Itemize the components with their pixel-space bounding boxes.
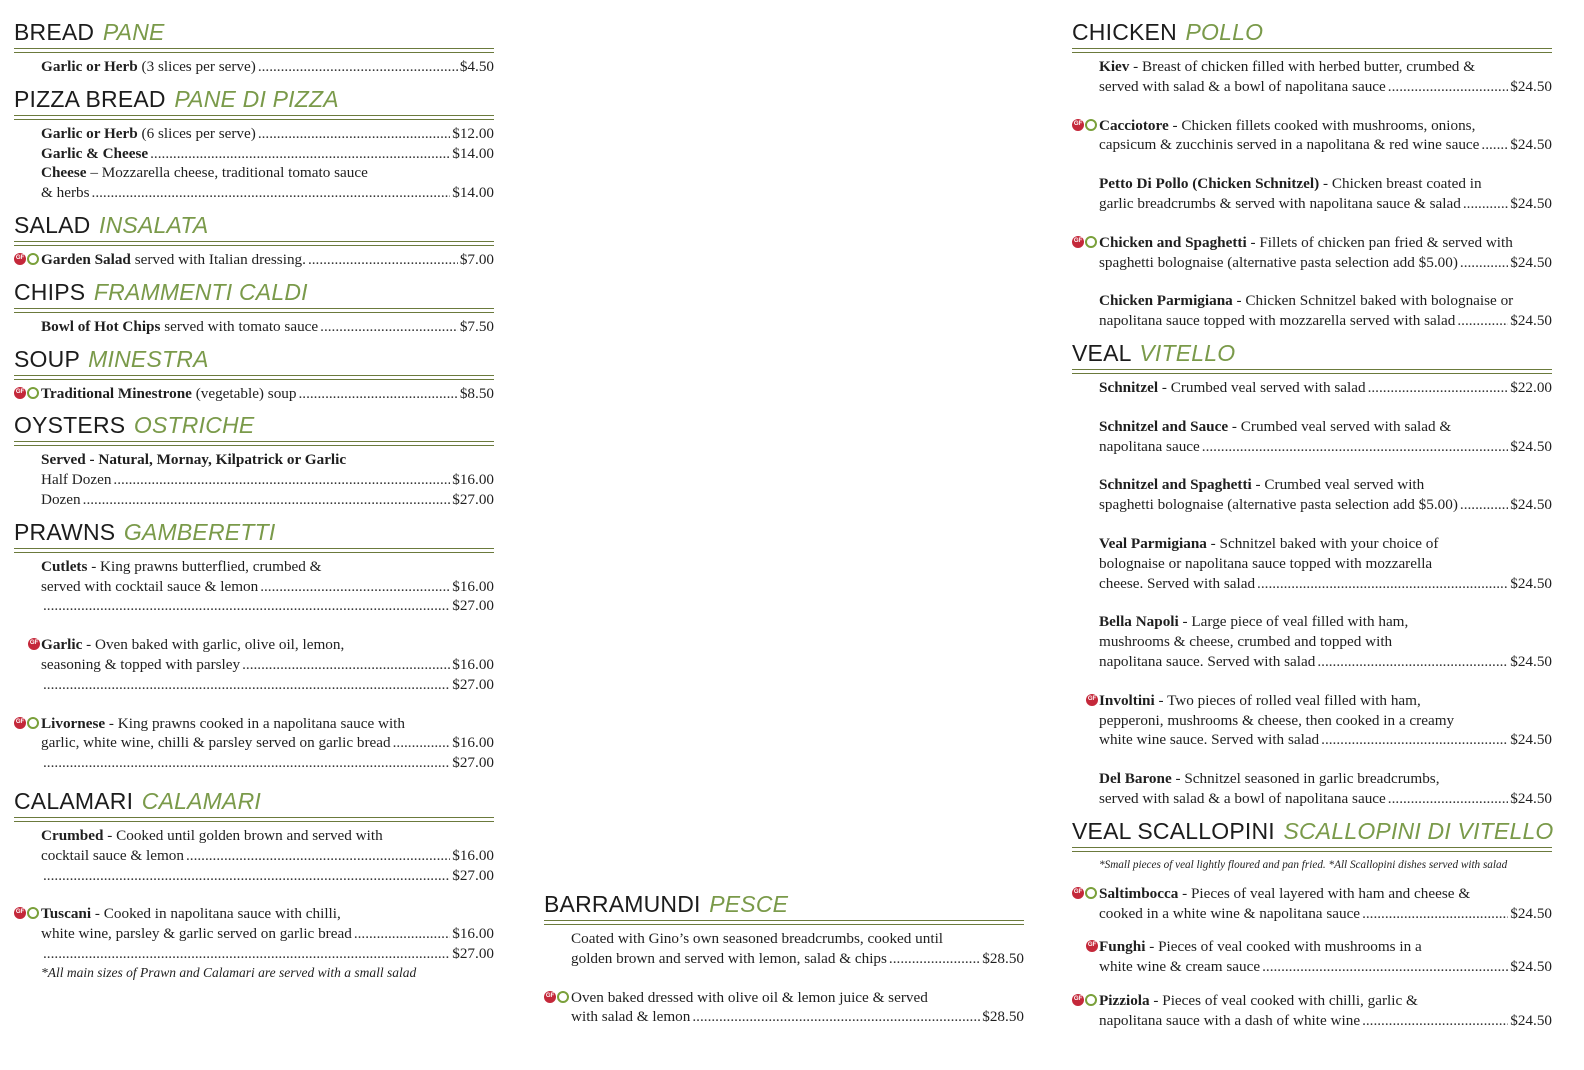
dot-leader (113, 470, 450, 490)
dietary-badges (1072, 887, 1097, 899)
section-heading: BREAD PANE (14, 19, 165, 45)
dot-leader (258, 124, 450, 144)
vegetarian-heart-icon (27, 907, 39, 919)
double-rule (14, 241, 494, 246)
dot-leader (260, 577, 450, 597)
dot-leader (1481, 135, 1508, 155)
dot-leader (1362, 904, 1508, 924)
dot-leader (1368, 378, 1509, 398)
dietary-badges (544, 991, 569, 1003)
section-veal (1072, 339, 1552, 809)
dietary-badges (14, 907, 39, 919)
menu-item: Coated with Gino’s own seasoned breadcrumbs, cooked until golden brown and served with lemon, salad & chips ..... $28.50 (571, 929, 1024, 969)
dot-leader (1321, 730, 1508, 750)
menu-item: GF Garden Salad served with Italian dressing. ..... $7.00 (41, 250, 494, 270)
dot-leader (1362, 1011, 1508, 1031)
section-heading: OYSTERS OSTRICHE (14, 412, 255, 439)
menu-item: Garlic or Herb (6 slices per serve) ..... $12.00 (41, 124, 494, 144)
dot-leader (1457, 311, 1508, 331)
dot-leader (43, 753, 450, 773)
section-heading: CHICKEN POLLO (1072, 19, 1264, 45)
dot-leader (1202, 437, 1508, 457)
menu-item: Bowl of Hot Chips served with tomato sauce ..... $7.50 (41, 317, 494, 337)
vegetarian-heart-icon (1085, 994, 1097, 1006)
dot-leader (1388, 77, 1508, 97)
dot-leader (1257, 574, 1508, 594)
dot-leader (692, 1007, 980, 1027)
gluten-free-badge-icon: GF (1072, 236, 1084, 248)
menu-item: GF Pizziola - Pieces of veal cooked with chilli, garlic & napolitana sauce with a dash of white wine ..... $24.50 (1099, 991, 1552, 1031)
gluten-free-badge-icon: GF (1086, 940, 1098, 952)
menu-item: Del Barone - Schnitzel seasoned in garlic breadcrumbs, served with salad & a bowl of napolitana sauce ..... $24.50 (1099, 769, 1552, 809)
menu-item: Cutlets - King prawns butterflied, crumbed & served with cocktail sauce & lemon ..... $16.00 ..... $27.00 (41, 557, 494, 616)
dot-leader (308, 250, 458, 270)
double-rule (14, 308, 494, 313)
dot-leader (83, 490, 451, 510)
section-bread (14, 18, 494, 77)
section-heading: VEAL VITELLO (1072, 339, 1236, 366)
section-barramundi (544, 890, 1024, 1027)
gluten-free-badge-icon: GF (14, 387, 26, 399)
dietary-badges (1072, 236, 1097, 248)
vegetarian-heart-icon (1085, 887, 1097, 899)
dot-leader (43, 596, 450, 616)
menu-item: Garlic or Herb (3 slices per serve) ..... $4.50 (41, 57, 494, 77)
left-column (14, 18, 494, 990)
gluten-free-badge-icon: GF (1072, 119, 1084, 131)
dot-leader (92, 183, 451, 203)
middle-column (544, 890, 1024, 1035)
gluten-free-badge-icon: GF (1072, 994, 1084, 1006)
gluten-free-badge-icon: GF (14, 253, 26, 265)
vegetarian-heart-icon (27, 717, 39, 729)
double-rule (1072, 847, 1552, 852)
dietary-badges (14, 253, 39, 265)
dot-leader (1463, 194, 1508, 214)
dietary-badges (28, 638, 40, 650)
double-rule (544, 920, 1024, 925)
menu-item: GF Involtini - Two pieces of rolled veal filled with ham, pepperoni, mushrooms & cheese, then cooked in a creamy white wine sauce. Served with salad ..... $24.50 (1099, 691, 1552, 750)
section-prawns (14, 518, 494, 773)
vegetarian-heart-icon (27, 253, 39, 265)
dot-leader (186, 846, 450, 866)
gluten-free-badge-icon: GF (14, 907, 26, 919)
dot-leader (43, 944, 450, 964)
menu-item: GF Livornese - King prawns cooked in a napolitana sauce with garlic, white wine, chilli & parsley served on garlic bread ..... $16.00 ..... $27.00 (41, 714, 494, 773)
section-chips (14, 278, 494, 337)
footnote: *All main sizes of Prawn and Calamari are served with a small salad (41, 964, 417, 980)
menu-item: Schnitzel and Spaghetti - Crumbed veal served with spaghetti bolognaise (alternative pasta selection add $5.00) ..... $24.50 (1099, 475, 1552, 515)
vegetarian-heart-icon (1085, 236, 1097, 248)
section-heading: PRAWNS GAMBERETTI (14, 518, 276, 545)
price: $4.50 (459, 58, 494, 75)
menu-item: Garlic & Cheese ..... $14.00 (41, 144, 494, 164)
menu-item: Veal Parmigiana - Schnitzel baked with your choice of bolognaise or napolitana sauce topped with mozzarella cheese. Served with salad ..... $24.50 (1099, 534, 1552, 593)
double-rule (14, 548, 494, 553)
right-column (1072, 18, 1552, 1039)
dot-leader (354, 924, 450, 944)
section-heading: PIZZA BREAD PANE DI PIZZA (14, 85, 339, 112)
section-pizza-bread (14, 85, 494, 203)
section-veal-scallopini (1072, 817, 1552, 1031)
gluten-free-badge-icon: GF (544, 991, 556, 1003)
dot-leader (1460, 495, 1508, 515)
dietary-badges (1086, 940, 1098, 952)
menu-item: Cheese – Mozzarella cheese, traditional tomato sauce & herbs ..... $14.00 (41, 163, 494, 203)
section-heading: BARRAMUNDI PESCE (544, 891, 789, 917)
gluten-free-badge-icon: GF (1072, 887, 1084, 899)
section-chicken (1072, 18, 1552, 331)
section-salad (14, 211, 494, 270)
section-oysters (14, 411, 494, 509)
menu-item: Schnitzel - Crumbed veal served with salad ..... $22.00 (1099, 378, 1552, 398)
double-rule (14, 48, 494, 53)
dot-leader (298, 384, 457, 404)
dot-leader (1460, 253, 1508, 273)
vegetarian-heart-icon (27, 387, 39, 399)
menu-item: GF Saltimbocca - Pieces of veal layered with ham and cheese & cooked in a white wine & napolitana sauce ..... $24.50 (1099, 884, 1552, 924)
dietary-badges (14, 387, 39, 399)
vegetarian-heart-icon (557, 991, 569, 1003)
dietary-badges (1072, 119, 1097, 131)
dot-leader (242, 655, 450, 675)
section-heading: CHIPS FRAMMENTI CALDI (14, 278, 308, 305)
dot-leader (43, 866, 450, 886)
dot-leader (43, 675, 450, 695)
gluten-free-badge-icon: GF (1086, 694, 1098, 706)
menu-item: Petto Di Pollo (Chicken Schnitzel) - Chicken breast coated in garlic breadcrumbs & served with napolitana sauce & salad ..... $24.50 (1099, 174, 1552, 214)
dietary-badges (14, 717, 39, 729)
dot-leader (1262, 957, 1508, 977)
dot-leader (150, 144, 450, 164)
menu-item: GF Tuscani - Cooked in napolitana sauce with chilli, white wine, parsley & garlic served on garlic bread ..... $16.00 ..... $27.00 (41, 904, 494, 963)
menu-item: Served - Natural, Mornay, Kilpatrick or Garlic Half Dozen ..... $16.00 Dozen ..... $27.00 (41, 450, 494, 509)
dot-leader (1317, 652, 1508, 672)
dot-leader (393, 733, 451, 753)
section-heading: CALAMARI CALAMARI (14, 787, 261, 814)
menu-item: GF Oven baked dressed with olive oil & lemon juice & served with salad & lemon ..... $28.50 (571, 988, 1024, 1028)
menu-item: GF Funghi - Pieces of veal cooked with mushrooms in a white wine & cream sauce ..... $24.50 (1099, 937, 1552, 977)
menu-item: Crumbed - Cooked until golden brown and served with cocktail sauce & lemon ..... $16.00 ..... $27.00 (41, 826, 494, 885)
section-calamari (14, 787, 494, 982)
section-soup (14, 345, 494, 404)
double-rule (14, 375, 494, 380)
section-heading: SALAD INSALATA (14, 211, 209, 238)
dot-leader (258, 57, 458, 77)
gluten-free-badge-icon: GF (14, 717, 26, 729)
menu-item: GF Cacciotore - Chicken fillets cooked with mushrooms, onions, capsicum & zucchinis served in a napolitana & red wine sauce ..... $24.50 (1099, 116, 1552, 156)
section-heading: VEAL SCALLOPINI SCALLOPINI DI VITELLO (1072, 817, 1554, 844)
menu-item: Kiev - Breast of chicken filled with herbed butter, crumbed & served with salad & a bowl of napolitana sauce ..... $24.50 (1099, 57, 1552, 97)
menu-item: GF Traditional Minestrone (vegetable) soup ..... $8.50 (41, 384, 494, 404)
menu-item: Chicken Parmigiana - Chicken Schnitzel baked with bolognaise or napolitana sauce topped with mozzarella served with salad ..... $24.50 (1099, 291, 1552, 331)
double-rule (14, 441, 494, 446)
double-rule (1072, 369, 1552, 374)
double-rule (14, 115, 494, 120)
section-heading: SOUP MINESTRA (14, 345, 209, 372)
dot-leader (1388, 789, 1508, 809)
menu-item: Bella Napoli - Large piece of veal filled with ham, mushrooms & cheese, crumbed and topped with napolitana sauce. Served with salad ..... $24.50 (1099, 612, 1552, 671)
scallopini-note: *Small pieces of veal lightly floured and pan fried. *All Scallopini dishes served with salad (1099, 858, 1508, 871)
double-rule (14, 817, 494, 822)
dot-leader (889, 949, 980, 969)
dot-leader (320, 317, 458, 337)
vegetarian-heart-icon (1085, 119, 1097, 131)
menu-item: GF Garlic - Oven baked with garlic, olive oil, lemon, seasoning & topped with parsley ..... $16.00 ..... $27.00 (41, 635, 494, 694)
gluten-free-badge-icon: GF (28, 638, 40, 650)
dietary-badges (1072, 994, 1097, 1006)
dietary-badges (1086, 694, 1098, 706)
menu-item: Schnitzel and Sauce - Crumbed veal served with salad & napolitana sauce ..... $24.50 (1099, 417, 1552, 457)
menu-item: GF Chicken and Spaghetti - Fillets of chicken pan fried & served with spaghetti bolognaise (alternative pasta selection add $5.00) ..... $24.50 (1099, 233, 1552, 273)
double-rule (1072, 48, 1552, 53)
